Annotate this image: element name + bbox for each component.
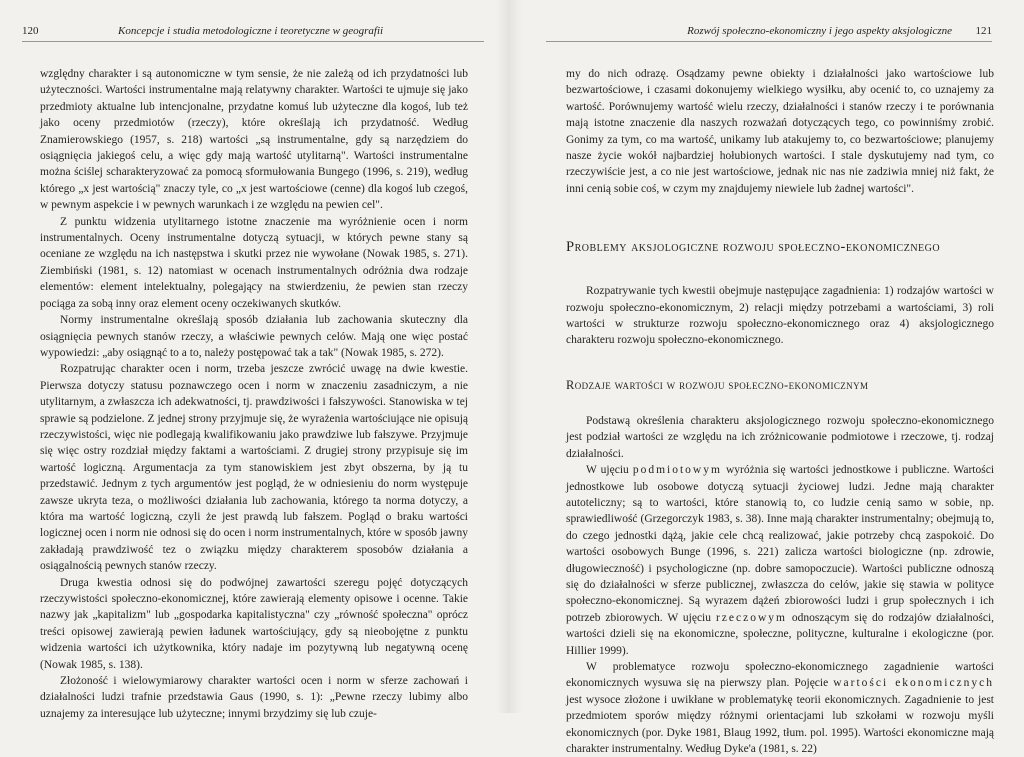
paragraph: względny charakter i są autonomiczne w tym sensie, że nie zależą od ich przydatności lub użyteczności. Wartości instrumentalne mają relatywny charakter. Wartości te ujmuje się jako przedmioty aktualne lub intencjonalne, przydatne komuś lub użyteczne dla kogoś, lub też jako oceny przedmiotów (rzeczy), które określają ich przydatność. Według Znamierowskiego (1957, s. 218) wartości „są instrumentalne, gdy są narzędziem do osiągnięcia jakiegoś celu, a więc gdy mają wartość utylitarną". Wartości instrumentalne można ściślej scharakteryzować za pomocą sformułowania Bungego (1996, s. 219), według którego „x jest wartością" znaczy tyle, co „x jest wartościowe (cenne) dla kogoś lub czegoś, w pewnym aspekcie i w pewnych warunkach i ze względu na pewien cel". — [40, 68, 468, 212]
spaced-term: rzeczowym — [715, 611, 787, 624]
text-run: wyróżnia się wartości jednostkowe i publiczne. Wartości jednostkowe lub osobowe dotyczą sytuacji życiowej ludzi. Jedne mają charakter autoteliczny; są to wartości, które stanowią to, co ludzie cenią samo w sobie, np. sprawiedliwość (Grzegorczyk 1983, s. 38). Inne mają charakter instrumentalny; obejmują to, do czego jednostki dążą, jakie cele chcą realizować, jakie potrzeby chcą zaspokoić. Do wartości osobowych Bunge (1996, s. 221) zalicza wartości biologiczne (np. zdrowie, długowieczność) i psychologiczne (np. dobre samopoczucie). Wartości publiczne odnoszą się do działalności w sferze publicznej, zwłaszcza do celów, jakie się stawia w polityce społeczno-ekonomicznej. Są wyrazem dążeń zbiorowości ludzi i grup społecznych i ich potrzeb zbiorowych. W ujęciu — [566, 464, 995, 624]
text-run: jest wysoce złożone i uwikłane w problematykę teorii ekonomicznych. Zagadnienie to jest przedmiotem sporów między różnymi orientacjami lub szkołami w rozwoju myśli ekonomicznych (por. Dyke 1981, Blaug 1992, tłum. pol. 1995). Wartości ekonomiczne mają charakter instrumentalny. Według Dyke'a (1981, s. 22) — [566, 693, 994, 755]
left-page-body — [40, 66, 468, 722]
subsection-heading: Rodzaje wartości w rozwoju społeczno-ekonomicznym — [566, 377, 869, 392]
paragraph — [566, 659, 994, 757]
paragraph: Normy instrumentalne określają sposób działania lub zachowania skuteczny dla osiągnięcia pewnych stanów rzeczy, a właściwie pewnych celów. Mają one więc postać wypowiedzi: „aby osiągnąć to a to, należy postępować tak a tak" (Nowak 1985, s. 272). — [40, 314, 468, 359]
text-run: odnoszącym się do rodzajów działalności, wartości dzieli się na ekonomiczne, społeczne, polityczne, kulturalne i ekologiczne (por. Hillier 1999). — [566, 611, 995, 657]
paragraph: Z punktu widzenia utylitarnego istotne znaczenie ma wyróżnienie ocen i norm instrumentalnych. Oceny instrumentalne dotyczą sytuacji, w których pewne stany są oceniane ze względu na ich następstwa i skutki przez nie wywołane (Nowak 1985, s. 271). Ziembiński (1981, s. 12) natomiast w ocenach instrumentalnych odróżnia dwa rodzaje elementów: element intelektualny, polegający na stwierdzeniu, że pewien stan rzeczy pociąga za sobą inny oraz element oceny oczekiwanych skutków. — [40, 215, 468, 310]
text-run: W ujęciu — [586, 464, 629, 477]
paragraph: my do nich odrazę. Osądzamy pewne obiekty i działalności jako wartościowe lub bezwartościowe, i czasami dokonujemy wielkiego wysiłku, aby ocenić to, co uznajemy za wartość. Porównujemy wartość wielu rzeczy, działalności i stanów rzeczy i te porównania mają istotne znaczenie dla naszych rozważań dotyczących tego, co powinniśmy zrobić. Gonimy za tym, co ma wartość, unikamy lub atakujemy to, co bezwartościowe; planujemy nasze życie wokół najbardziej hołubionych wartości. I stale dyskutujemy nad tym, co rzeczywiście jest, a co nie jest wartościowe, jednak nic nas nie zadziwia mniej niż fakt, że inni cenią sobie coś, w czym my znajdujemy niewiele lub żadnej wartości". — [566, 68, 994, 195]
running-title: Rozwój społeczno-ekonomiczny i jego aspekty aksjologiczne — [687, 25, 952, 37]
paragraph — [566, 462, 994, 659]
section-heading: Problemy aksjologiczne rozwoju społeczno-ekonomicznego — [566, 239, 941, 256]
spaced-term: podmiotowym — [632, 464, 722, 477]
page-number: 121 — [975, 25, 992, 37]
paragraph: Druga kwestia odnosi się do podwójnej zawartości szeregu pojęć dotyczących rzeczywistości społeczno-ekonomicznej, które zawierają elementy opisowe i ocenne. Takie nazwy jak „kapitalizm" lub „gospodarka kapitalistyczna" czy „równość społeczna" oprócz treści opisowej zawierają pewien ładunek wartościujący, gdy są nieobojętne z punktu widzenia wartości ich użytkownika, który nadaje im pozytywną lub negatywną ocenę (Nowak 1985, s. 138). — [40, 576, 468, 671]
spaced-term: wartości ekonomicznych — [833, 677, 995, 690]
right-page-header — [546, 21, 992, 42]
right-page-body — [566, 66, 994, 757]
running-title: Koncepcje i studia metodologiczne i teoretyczne w geografii — [118, 25, 384, 37]
left-page-header — [22, 21, 484, 42]
page-number: 120 — [22, 25, 39, 37]
paragraph: Złożoność i wielowymiarowy charakter wartości ocen i norm w sferze zachowań i działalności ludzi trafnie przedstawia Gaus (1990, s. 1): „Pewne rzeczy lubimy albo uznajemy za interesujące lub użyteczne; innymi brzydzimy się lub czuje- — [40, 675, 468, 720]
right-page — [508, 0, 1024, 755]
paragraph: Rozpatrując charakter ocen i norm, trzeba jeszcze zwrócić uwagę na dwie kwestie. Pierwsza dotyczy statusu poznawczego ocen i norm w znaczeniu zasadniczym, a nie utylitarnym, a zwłaszcza ich adekwatności, tj. prawdziwości i fałszywości. Stanowiska w tej sprawie są podzielone. Z jednej strony przyjmuje się, że wyrażenia wartościujące nie opisują rzeczywistości, więc nie podlegają kwalifikowaniu jako prawdziwe lub fałszywe. Przyjmuje się więc ostry rozdział między faktami a wartościami. Z drugiej strony przypisuje się im wartość logiczną. Argumentacja za tym stanowiskiem jest zbyt obszerna, by ją tu przedstawić. Jednym z tych argumentów jest pogląd, że w odniesieniu do norm występuje zawsze ukryta teza, o możliwości działania lub zachowania, którego ta norma dotyczy, a która ma wartość logiczną, czyli że jest prawdą lub fałszem. Pogląd o braku wartości logicznej ocen i norm nie odnosi się do ocen i norm instrumentalnych, które w sposób jawny zakładają prawdziwość tez o związku między charakterem sposobów działania a osiągalnością pewnych stanów rzeczy. — [40, 363, 468, 573]
left-page — [0, 0, 508, 720]
text-run: W problematyce rozwoju społeczno-ekonomicznego zagadnienie wartości ekonomicznych wysuwa się na pierwszy plan. Pojęcie — [566, 660, 994, 690]
paragraph: Rozpatrywanie tych kwestii obejmuje następujące zagadnienia: 1) rodzajów wartości w rozwoju społeczno-ekonomicznym, 2) relacji między potrzebami a wartościami, 3) roli wartości w strukturze rozwoju społeczno-ekonomicznego oraz 4) aksjologicznego charakteru rozwoju społeczno-ekonomicznego. — [566, 285, 994, 347]
paragraph: Podstawą określenia charakteru aksjologicznego rozwoju społeczno-ekonomicznego jest podział wartości ze względu na ich zróżnicowanie podmiotowe i rzeczowe, tj. rodzaj działalności. — [566, 414, 994, 460]
